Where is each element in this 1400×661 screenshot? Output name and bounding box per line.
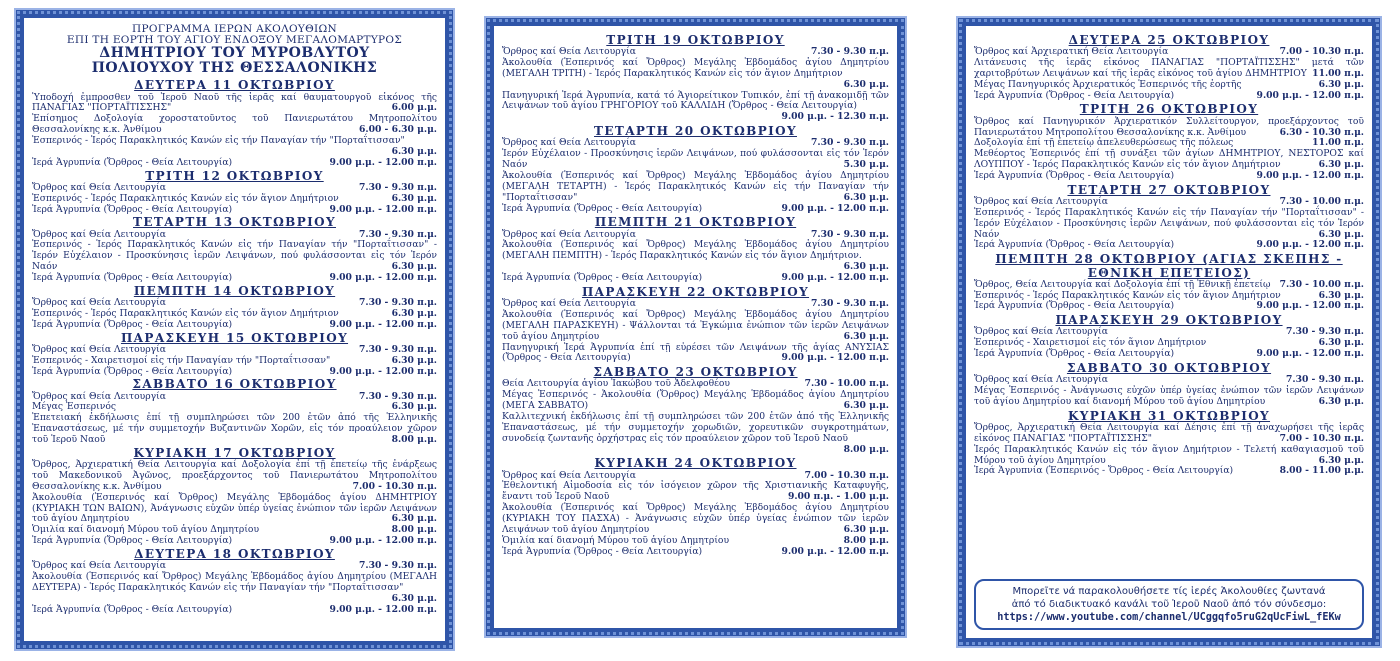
panel-right-content xyxy=(974,32,1364,572)
service-description: Ὄρθρος καί Ἀρχιερατική Θεία Λειτουργία xyxy=(974,46,1169,58)
service-time: 7.30 - 9.30 π.μ. xyxy=(810,137,889,149)
service-description: Ὄρθρος καί Θεία Λειτουργία xyxy=(974,374,1108,386)
service-time: 8.00 - 11.00 μ.μ. xyxy=(1279,465,1364,477)
service-time: 6.30 μ.μ. xyxy=(391,592,437,604)
day-heading: ΔΕΥΤΕΡΑ 18 ΟΚΤΩΒΡΙΟΥ xyxy=(134,546,335,561)
service-entry xyxy=(502,412,889,455)
service-description: Πανηγυρική Ἱερά Ἀγρυπνία, κατά τό Ἁγιορείτικον Τυπικόν, ἐπί τῇ ἀνακομιδῇ τῶν Λειψάνων τοῦ ἁγίου ΓΡΗΓΟΡΙΟΥ τοῦ ΚΑΛΛΙΔΗ (Ὄρθρος - Θεία Λειτουργία) xyxy=(502,89,889,112)
service-time: 9.00 μ.μ. - 12.00 π.μ. xyxy=(1256,169,1364,181)
service-entry xyxy=(974,208,1364,241)
service-description: Ὄρθρος καί Θεία Λειτουργία xyxy=(32,228,166,240)
service-description: Ἑσπερινός - Ἱερός Παρακλητικός Κανών εἰς τόν ἅγιον Δημήτριον xyxy=(32,192,339,204)
service-time: 7.30 - 9.30 π.μ. xyxy=(358,181,437,193)
service-description: Μέγας Ἑσπερινός xyxy=(32,401,116,413)
service-time: 9.00 μ.μ. - 12.00 π.μ. xyxy=(1256,239,1364,251)
service-entry xyxy=(502,91,889,124)
service-description: Ἑσπερινός - Ἱερός Παρακλητικός Κανών εἰς τήν Παναγίαν τήν "Πορταΐτισσαν" - Ἱερόν Εὐχέλαιον - Προσκύνησις ἱερῶν Λειψάνων, πού φυλάσσονται εἰς τόν Ἱερόν Ναόν xyxy=(32,239,437,273)
service-description: Ὁμιλία καί διανομή Μύρου τοῦ ἁγίου Δημητρίου xyxy=(502,534,730,546)
service-time: 6.30 μ.μ. xyxy=(1318,228,1364,240)
service-time: 11.00 π.μ. xyxy=(1312,137,1364,149)
notice-line-1: Μπορεῖτε νά παρακολουθήσετε τίς ἱερές Ἀκολουθίες ζωντανά xyxy=(1012,585,1326,597)
service-time: 7.30 - 10.00 π.μ. xyxy=(1279,196,1364,208)
service-description: Ἱερά Ἀγρυπνία (Ὄρθρος - Θεία Λειτουργία) xyxy=(502,272,703,284)
service-time: 5.30 μ.μ. xyxy=(843,159,889,171)
service-description: Ἐθελοντική Αἱμοδοσία εἰς τόν ἰσόγειον χῶρον τῆς Χριστιανικῆς Καταφυγῆς, ἔναντι τοῦ Ἱεροῦ Ναοῦ xyxy=(502,480,889,503)
service-entry xyxy=(502,343,889,365)
service-entry xyxy=(974,301,1364,312)
service-description: Ὄρθρος καί Θεία Λειτουργία xyxy=(502,469,636,481)
panel-middle-content xyxy=(502,32,889,622)
service-description: Μέγας Ἑσπερινός - Ἀκολουθία (Ὄρθρος) Μεγάλης Ἑβδομάδος ἁγίου Δημητρίου (ΜΕΓΑ ΣΑΒΒΑΤΟ) xyxy=(502,389,889,412)
service-description: Ἀκολουθία (Ἑσπερινός καί Ὄρθρος) Μεγάλης Ἑβδομάδος ἁγίου Δημητρίου (ΜΕΓΑΛΗ ΔΕΥΤΕΡΑ) - Ἱερός Παρακλητικός Κανών εἰς τήν Παναγίαν τήν "Πορταΐτισσαν" xyxy=(32,570,437,593)
service-entry xyxy=(502,240,889,273)
service-time: 9.00 μ.μ. - 12.00 π.μ. xyxy=(1256,348,1364,360)
service-description: Ἱερά Ἀγρυπνία (Ὄρθρος - Θεία Λειτουργία) xyxy=(502,545,703,557)
service-time: 9.00 μ.μ. - 12.00 π.μ. xyxy=(329,603,437,615)
service-description: Ἀκολουθία (Ἑσπερινός καί Ὄρθρος) Μεγάλης Ἑβδομάδος ἁγίου Δημητρίου (ΜΕΓΑΛΗ ΤΡΙΤΗ) - Ἱερός Παρακλητικός Κανών εἰς τόν ἅγιον Δημήτριον xyxy=(502,57,889,79)
service-description: Ἱερά Ἀγρυπνία (Ὄρθρος - Θεία Λειτουργία) xyxy=(974,89,1175,101)
service-time: 6.30 - 10.30 π.μ. xyxy=(1279,126,1364,138)
service-time: 6.00 - 6.30 μ.μ. xyxy=(358,124,437,136)
service-entry xyxy=(502,390,889,412)
service-description: Μέγας Ἑσπερινός - Ἀνάγνωσις εὐχῶν ὑπέρ ὑγείας ἐνώπιον τῶν ἱερῶν Λειψάνων τοῦ ἁγίου Δημητρίου καί διανομή Μύρου τοῦ ἁγίου Δημητρίου xyxy=(974,385,1364,407)
service-time: 7.30 - 9.30 π.μ. xyxy=(358,390,437,402)
service-description: Ἑσπερινός - Ἱερός Παρακλητικός Κανών εἰς τόν ἅγιον Δημήτριον xyxy=(974,289,1281,301)
service-entry xyxy=(502,481,889,503)
panel-middle xyxy=(484,16,907,638)
service-entry xyxy=(974,240,1364,251)
service-time: 8.00 μ.μ. xyxy=(843,534,889,546)
service-time: 9.00 μ.μ. - 12.00 π.μ. xyxy=(329,203,437,215)
service-description: Ὄρθρος καί Θεία Λειτουργία xyxy=(502,228,636,240)
day-heading: ΠΑΡΑΣΚΕΥΗ 22 ΟΚΤΩΒΡΙΟΥ xyxy=(581,284,810,299)
service-description: Ἑσπερινός - Ἱερός Παρακλητικός Κανών εἰς τήν Παναγίαν τήν "Πορταΐτισσαν" xyxy=(32,135,405,147)
service-description: Ὄρθρος, Ἀρχιερατική Θεία Λειτουργία καί Δοξολογία ἐπί τῇ ἐπετείῳ τῆς ἐνάρξεως τοῦ Μακεδονικοῦ Ἀγῶνος, προεξάρχοντος τοῦ Πανιερωτάτου Μητροπολίτου Θεσσαλονίκης κ.κ. Ἀνθίμου xyxy=(32,459,437,492)
service-time: 7.30 - 9.30 π.μ. xyxy=(810,46,889,58)
service-description: Ἑσπερινός - Χαιρετισμοί εἰς τόν ἅγιον Δημήτριον xyxy=(974,337,1207,349)
title-line-3: ΔΗΜΗΤΡΙΟΥ ΤΟΥ ΜΥΡΟΒΛΥΤΟΥ xyxy=(99,45,370,62)
service-time: 6.30 μ.μ. xyxy=(1318,454,1364,466)
service-description: Ὄρθρος καί Πανηγυρικόν Ἀρχιερατικόν Συλλείτουργον, προεξάρχοντος τοῦ Πανιερωτάτου Μητροπολίτου Θεσσαλονίκης κ.κ. Ἀνθίμου xyxy=(974,115,1364,138)
service-entry xyxy=(502,58,889,91)
service-entry xyxy=(32,605,437,616)
service-entry xyxy=(974,58,1364,80)
service-entry xyxy=(32,240,437,273)
service-time: 6.30 μ.μ. xyxy=(391,192,437,204)
service-time: 6.00 μ.μ. xyxy=(391,102,437,114)
service-description: Ὄρθρος καί Θεία Λειτουργία xyxy=(974,196,1108,208)
service-time: 6.30 μ.μ. xyxy=(391,145,437,157)
day-heading: ΤΡΙΤΗ 19 ΟΚΤΩΒΡΙΟΥ xyxy=(606,33,785,47)
service-description: Ὄρθρος καί Θεία Λειτουργία xyxy=(32,390,166,402)
day-heading: ΤΕΤΑΡΤΗ 20 ΟΚΤΩΒΡΙΟΥ xyxy=(594,124,797,139)
service-time: 6.30 μ.μ. xyxy=(843,191,889,203)
service-time: 7.30 - 9.30 π.μ. xyxy=(810,298,889,310)
service-entry xyxy=(974,386,1364,408)
day-heading: ΔΕΥΤΕΡΑ 25 ΟΚΤΩΒΡΙΟΥ xyxy=(1068,33,1270,47)
day-heading: ΤΡΙΤΗ 12 ΟΚΤΩΒΡΙΟΥ xyxy=(145,168,324,183)
title-line-4: ΠΟΛΙΟΥΧΟΥ ΤΗΣ ΘΕΣΣΑΛΟΝΙΚΗΣ xyxy=(91,59,378,76)
service-time: 7.30 - 9.30 π.μ. xyxy=(358,560,437,572)
service-time: 6.30 μ.μ. xyxy=(391,401,437,413)
service-time: 8.00 μ.μ. xyxy=(391,434,437,446)
service-entry xyxy=(32,572,437,605)
service-description: Ὁμιλία καί διανομή Μύρου τοῦ ἁγίου Δημητρίου xyxy=(32,524,260,536)
schedule-column-1 xyxy=(32,79,437,615)
service-description: Μέγας Πανηγυρικός Ἀρχιερατικός Ἑσπερινός τῆς ἑορτῆς xyxy=(974,78,1242,90)
service-description: Λιτάνευσις τῆς ἱερᾶς εἰκόνος ΠΑΝΑΓΙΑΣ "ΠΟΡΤΑΪΤΙΣΣΗΣ" μετά τῶν χαριτοβρύτων Λειψάνων καί τῆς ἱερᾶς εἰκόνος τοῦ ἁγίου ΔΗΜΗΤΡΙΟΥ xyxy=(974,57,1364,79)
service-description: Ὄρθρος καί Θεία Λειτουργία xyxy=(32,181,166,193)
service-description: Ὑποδοχή ἐμπροσθεν τοῦ Ἱεροῦ Ναοῦ τῆς ἱερᾶς καί θαυματουργοῦ εἰκόνος τῆς ΠΑΝΑΓΙΑΣ "ΠΟΡΤΑΪΤΙΣΣΗΣ" xyxy=(32,91,437,114)
service-time: 6.30 μ.μ. xyxy=(391,261,437,273)
service-time: 6.30 μ.μ. xyxy=(843,400,889,412)
service-description: Ὄρθρος, Θεία Λειτουργία καί Δοξολογία ἐπί τῇ Ἐθνικῇ ἐπετείῳ xyxy=(974,278,1271,290)
service-description: Ἱερά Ἀγρυπνία (Ὄρθρος - Θεία Λειτουργία) xyxy=(974,239,1175,251)
service-time: 7.00 - 10.30 π.μ. xyxy=(352,480,437,492)
service-description: Θεία Λειτουργία ἁγίου Ἰακώβου τοῦ Ἀδελφοθέου xyxy=(502,378,730,390)
service-description: Δοξολογία ἐπί τῇ ἐπετείῳ ἀπελευθερώσεως τῆς πόλεως xyxy=(974,137,1234,149)
service-time: 8.00 μ.μ. xyxy=(843,443,889,455)
service-description: Ὄρθρος καί Θεία Λειτουργία xyxy=(502,298,636,310)
service-entry xyxy=(32,273,437,284)
service-description: Καλλιτεχνική ἐκδήλωσις ἐπί τῇ συμπληρώσει τῶν 200 ἐτῶν ἀπό τῆς Ἑλληνικῆς Ἐπαναστάσεως, μέ τήν συμμετοχήν χορωδιῶν, χορευτικῶν συγκροτημάτων, συνοδείᾳ ζωντανῆς ὀρχήστρας εἰς τόν προαύλειον χῶρον τοῦ Ἱεροῦ Ναοῦ xyxy=(502,411,889,444)
service-time: 7.00 - 10.30 π.μ. xyxy=(804,469,889,481)
service-time: 6.30 μ.μ. xyxy=(1318,159,1364,171)
service-description: Ἱερά Ἀγρυπνία (Ὄρθρος - Θεία Λειτουργία) xyxy=(32,272,233,283)
service-entry xyxy=(32,367,437,378)
service-description: Ἱερά Ἀγρυπνία (Ὄρθρος - Θεία Λειτουργία) xyxy=(974,348,1175,360)
service-entry xyxy=(502,171,889,204)
service-time: 7.30 - 9.30 π.μ. xyxy=(1285,326,1364,338)
service-entry xyxy=(32,536,437,547)
service-description: Ἱερόν Εὐχέλαιον - Προσκύνησις ἱερῶν Λειψάνων, πού φυλάσσονται εἰς τόν Ἱερόν Ναόν xyxy=(502,148,889,171)
service-description: Ἱερά Ἀγρυπνία (Ὄρθρος - Θεία Λειτουργία) xyxy=(32,318,233,330)
service-description: Ὄρθρος καί Θεία Λειτουργία xyxy=(502,137,636,149)
service-description: Ἱερά Ἀγρυπνία (Ὄρθρος - Θεία Λειτουργία) xyxy=(32,203,233,215)
service-entry xyxy=(974,466,1364,477)
service-entry xyxy=(974,149,1364,171)
service-time: 6.30 μ.μ. xyxy=(843,523,889,535)
service-time: 9.00 μ.μ. - 12.00 π.μ. xyxy=(329,272,437,283)
service-description: Μεθέορτος Ἑσπερινός ἐπί τῇ συνάξει τῶν ἁγίων ΔΗΜΗΤΡΙΟΥ, ΝΕΣΤΟΡΟΣ καί ΛΟΥΠΠΟΥ - Ἱερός Παρακλητικός Κανών εἰς τόν ἅγιον Δημήτριον xyxy=(974,148,1364,171)
service-time: 7.30 - 10.00 π.μ. xyxy=(804,378,889,390)
day-heading: ΤΕΤΑΡΤΗ 13 ΟΚΤΩΒΡΙΟΥ xyxy=(133,215,336,230)
service-description: Ἱερά Ἀγρυπνία (Ὄρθρος - Θεία Λειτουργία) xyxy=(502,202,703,214)
service-time: 9.00 μ.μ. - 12.00 π.μ. xyxy=(329,365,437,377)
service-time: 8.00 μ.μ. xyxy=(391,524,437,536)
service-entry xyxy=(32,493,437,526)
service-time: 9.00 μ.μ. - 12.00 π.μ. xyxy=(1256,89,1364,101)
service-description: Ἱερά Ἀγρυπνία (Ὄρθρος - Θεία Λειτουργία) xyxy=(32,603,233,615)
service-description: Ἱερός Παρακλητικός Κανών εἰς τόν ἅγιον Δημήτριον - Τελετή καθαγιασμοῦ τοῦ Μύρου τοῦ ἁγίου Δημητρίου xyxy=(974,443,1364,466)
service-time: 7.00 - 10.30 π.μ. xyxy=(1279,432,1364,444)
service-time: 6.30 μ.μ. xyxy=(1318,395,1364,407)
service-time: 11.00 π.μ. xyxy=(1312,67,1364,79)
service-entry xyxy=(32,413,437,446)
service-entry xyxy=(32,205,437,216)
panel-right xyxy=(956,16,1382,648)
day-heading: ΠΕΜΠΤΗ 21 ΟΚΤΩΒΡΙΟΥ xyxy=(594,215,797,230)
service-time: 6.30 μ.μ. xyxy=(843,330,889,342)
service-entry xyxy=(502,149,889,171)
service-description: Ἱερά Ἀγρυπνία (Ὄρθρος - Θεία Λειτουργία) xyxy=(32,535,233,547)
day-heading: ΠΕΜΠΤΗ 14 ΟΚΤΩΒΡΙΟΥ xyxy=(133,283,336,298)
service-time: 6.30 μ.μ. xyxy=(391,307,437,319)
service-description: Ὄρθρος καί Θεία Λειτουργία xyxy=(32,343,166,355)
service-description: Ἑσπερινός - Ἱερός Παρακλητικός Κανών εἰς τόν ἅγιον Δημήτριον xyxy=(32,307,339,319)
service-time: 6.30 μ.μ. xyxy=(1318,337,1364,349)
service-time: 7.30 - 9.30 π.μ. xyxy=(358,228,437,240)
panel-left xyxy=(14,8,455,651)
day-heading: ΚΥΡΙΑΚΗ 31 ΟΚΤΩΒΡΙΟΥ xyxy=(1067,408,1271,423)
service-time: 9.00 π.μ. - 1.00 μ.μ. xyxy=(787,491,889,503)
service-description: Ἀκολουθία (Ἑσπερινός καί Ὄρθρος) Μεγάλης Ἑβδομάδος ἁγίου ΔΗΜΗΤΡΙΟΥ (ΚΥΡΙΑΚΗ ΤΩΝ ΒΑΙΩΝ), Ἀνάγνωσις εὐχῶν ὑπέρ ὑγείας ἐνώπιον τῶν ἱερῶν Λειψάνων τοῦ ἁγίου Δημητρίου xyxy=(32,491,437,525)
service-time: 9.00 μ.μ. - 12.00 π.μ. xyxy=(781,202,889,214)
panel-left-content xyxy=(32,24,437,635)
service-description: Ἱερά Ἀγρυπνία (Ὄρθρος - Θεία Λειτουργία) xyxy=(974,300,1175,312)
schedule-column-3 xyxy=(974,34,1364,477)
service-time: 9.00 μ.μ. - 12.00 π.μ. xyxy=(781,352,889,364)
service-time: 6.30 μ.μ. xyxy=(843,261,889,273)
service-description: Ἑσπερινός - Ἱερός Παρακλητικός Κανών εἰς τήν Παναγίαν τήν "Πορταΐτισσαν" - Ἱερόν Εὐχέλαιον - Προσκύνησις ἱερῶν Λειψάνων, πού φυλάσσονται εἰς τόν Ἱερόν Ναόν xyxy=(974,206,1364,240)
service-description: Ὄρθρος καί Θεία Λειτουργία xyxy=(32,297,166,309)
service-entry xyxy=(502,204,889,215)
service-description: Ὄρθρος, Ἀρχιερατική Θεία Λειτουργία καί Δέησις ἐπί τῇ ἀναχωρήσει τῆς ἱερᾶς εἰκόνος ΠΑΝΑΓΙΑΣ "ΠΟΡΤΑΪΤΙΣΣΗΣ" xyxy=(974,421,1364,444)
service-time: 9.00 μ.μ. - 12.00 π.μ. xyxy=(329,535,437,547)
day-heading: ΣΑΒΒΑΤΟ 30 ΟΚΤΩΒΡΙΟΥ xyxy=(1066,361,1272,376)
service-description: Πανηγυρική Ἱερά Ἀγρυπνία ἐπί τῇ εὑρέσει τῶν Λειψάνων τῆς ἁγίας ΑΝΥΣΙΑΣ (Ὄρθρος - Θεία Λειτουργία) xyxy=(502,341,889,364)
service-entry xyxy=(502,547,889,558)
service-description: Ἀκολουθία (Ἑσπερινός καί Ὄρθρος) Μεγάλης Ἑβδομάδος ἁγίου Δημητρίου (ΚΥΡΙΑΚΗ ΤΟΥ ΠΑΣΧΑ) - Ἀνάγνωσις εὐχῶν ὑπέρ ὑγείας ἐνώπιον τῶν ἱερῶν Λειψάνων τοῦ ἁγίου Δημητρίου xyxy=(502,502,889,535)
service-time: 6.30 μ.μ. xyxy=(1318,289,1364,301)
service-description: Ἱερά Ἀγρυπνία (Ἑσπερινός - Ὄρθρος - Θεία Λειτουργία) xyxy=(974,465,1234,477)
service-entry xyxy=(32,114,437,136)
service-entry xyxy=(974,445,1364,467)
service-entry xyxy=(974,349,1364,360)
service-entry xyxy=(32,158,437,169)
service-entry xyxy=(974,91,1364,102)
schedule-column-2 xyxy=(502,34,889,558)
day-heading: ΔΕΥΤΕΡΑ 11 ΟΚΤΩΒΡΙΟΥ xyxy=(134,78,335,93)
service-entry xyxy=(502,310,889,343)
service-time: 9.00 μ.μ. - 12.00 π.μ. xyxy=(329,318,437,330)
notice-line-2: ἀπό τό διαδικτυακό κανάλι τοῦ Ἱεροῦ Ναοῦ ἀπό τόν σύνδεσμο: xyxy=(1011,598,1327,610)
service-time: 6.30 μ.μ. xyxy=(1318,78,1364,90)
day-heading: ΠΑΡΑΣΚΕΥΗ 29 ΟΚΤΩΒΡΙΟΥ xyxy=(1055,313,1283,328)
service-time: 9.00 μ.μ. - 12.00 π.μ. xyxy=(329,156,437,168)
youtube-link[interactable]: https://www.youtube.com/channel/UCggqfo5ruG2qUcFiwL_fEKw xyxy=(997,611,1341,623)
service-time: 6.30 μ.μ. xyxy=(391,354,437,366)
service-time: 7.30 - 9.30 π.μ. xyxy=(358,343,437,355)
day-heading: ΠΕΜΠΤΗ 28 ΟΚΤΩΒΡΙΟΥ (ΑΓΙΑΣ ΣΚΕΠΗΣ - ΕΘΝΙΚΗ ΕΠΕΤΕΙΟΣ) xyxy=(995,252,1343,280)
service-description: Ἱερά Ἀγρυπνία (Ὄρθρος - Θεία Λειτουργία) xyxy=(32,156,233,168)
service-description: Ἐπετειακή ἐκδήλωσις ἐπί τῇ συμπληρώσει τῶν 200 ἐτῶν ἀπό τῆς Ἑλληνικῆς Ἐπαναστάσεως, μέ τήν συμμετοχήν Βυζαντινῶν Χορῶν, εἰς τόν προαύλειον χῶρον τοῦ Ἱεροῦ Ναοῦ xyxy=(32,412,437,446)
service-entry xyxy=(502,273,889,284)
service-time: 9.00 μ.μ. - 12.00 π.μ. xyxy=(781,545,889,557)
service-entry xyxy=(32,136,437,158)
service-description: Ἀκολουθία (Ἑσπερινός καί Ὄρθρος) Μεγάλης Ἑβδομάδος ἁγίου Δημητρίου (ΜΕΓΑΛΗ ΤΕΤΑΡΤΗ) - Ἱερός Παρακλητικός Κανών εἰς τήν Παναγίαν τήν "Πορταΐτισσαν" xyxy=(502,169,889,203)
service-description: Ὄρθρος καί Θεία Λειτουργία xyxy=(502,46,636,58)
service-time: 6.30 μ.μ. xyxy=(391,513,437,525)
service-description: Ἑσπερινός - Χαιρετισμοί εἰς τήν Παναγίαν τήν "Πορταΐτισσαν" xyxy=(32,354,331,366)
service-time: 7.30 - 9.30 π.μ. xyxy=(810,228,889,240)
service-description: Ἀκολουθία (Ἑσπερινός καί Ὄρθρος) Μεγάλης Ἑβδομάδος ἁγίου Δημητρίου (ΜΕΓΑΛΗ ΠΑΡΑΣΚΕΥΗ) - Ψάλλονται τά Ἐγκώμια ἐνώπιον τῶν ἱερῶν Λειψάνων τοῦ ἁγίου Δημητρίου xyxy=(502,308,889,342)
service-entry xyxy=(32,460,437,493)
day-heading: ΤΡΙΤΗ 26 ΟΚΤΩΒΡΙΟΥ xyxy=(1079,102,1259,117)
service-entry xyxy=(32,320,437,331)
livestream-notice xyxy=(974,579,1364,630)
day-heading: ΤΕΤΑΡΤΗ 27 ΟΚΤΩΒΡΙΟΥ xyxy=(1067,182,1271,197)
service-description: Ἐπίσημος Δοξολογία χοροστατοῦντος τοῦ Πανιερωτάτου Μητροπολίτου Θεσσαλονίκης κ.κ. Ἀνθίμου xyxy=(32,113,437,136)
service-entry xyxy=(974,117,1364,139)
service-description: Ὄρθρος καί Θεία Λειτουργία xyxy=(974,326,1108,338)
day-heading: ΣΑΒΒΑΤΟ 23 ΟΚΤΩΒΡΙΟΥ xyxy=(593,365,798,380)
service-description: Ἱερά Ἀγρυπνία (Ὄρθρος - Θεία Λειτουργία) xyxy=(32,365,233,377)
page-title-block xyxy=(32,24,437,75)
service-time: 7.00 - 10.30 π.μ. xyxy=(1279,46,1364,58)
day-heading: ΚΥΡΙΑΚΗ 24 ΟΚΤΩΒΡΙΟΥ xyxy=(594,456,797,471)
service-entry xyxy=(32,93,437,115)
service-time: 9.00 μ.μ. - 12.00 π.μ. xyxy=(1256,300,1364,312)
day-heading: ΠΑΡΑΣΚΕΥΗ 15 ΟΚΤΩΒΡΙΟΥ xyxy=(120,330,349,345)
service-entry xyxy=(974,423,1364,445)
service-description: Ἱερά Ἀγρυπνία (Ὄρθρος - Θεία Λειτουργία) xyxy=(974,169,1175,181)
service-time: 9.00 μ.μ. - 12.30 π.μ. xyxy=(781,111,889,123)
service-entry xyxy=(502,503,889,536)
service-time: 9.00 μ.μ. - 12.00 π.μ. xyxy=(781,272,889,284)
service-description: Ἀκολουθία (Ἑσπερινός καί Ὄρθρος) Μεγάλης Ἑβδομάδος ἁγίου Δημητρίου (ΜΕΓΑΛΗ ΠΕΜΠΤΗ) - Ἱερός Παρακλητικός Κανών εἰς τόν ἅγιον Δημήτριον. xyxy=(502,239,889,262)
service-time: 6.30 μ.μ. xyxy=(843,78,889,90)
title-line-1: ΠΡΟΓΡΑΜΜΑ ΙΕΡΩΝ ΑΚΟΛΟΥΘΙΩΝ xyxy=(132,24,337,35)
service-description: Ὄρθρος καί Θεία Λειτουργία xyxy=(32,560,166,572)
service-entry xyxy=(974,171,1364,182)
service-time: 7.30 - 9.30 π.μ. xyxy=(358,297,437,309)
day-heading: ΣΑΒΒΑΤΟ 16 ΟΚΤΩΒΡΙΟΥ xyxy=(132,377,337,392)
title-line-2: ΕΠΙ ΤΗ ΕΟΡΤΗ ΤΟΥ ΑΓΙΟΥ ΕΝΔΟΞΟΥ ΜΕΓΑΛΟΜΑΡΤΥΡΟΣ xyxy=(66,34,403,47)
service-time: 7.30 - 10.00 π.μ. xyxy=(1279,278,1364,290)
day-heading: ΚΥΡΙΑΚΗ 17 ΟΚΤΩΒΡΙΟΥ xyxy=(133,445,336,460)
service-time: 7.30 - 9.30 π.μ. xyxy=(1285,374,1364,386)
